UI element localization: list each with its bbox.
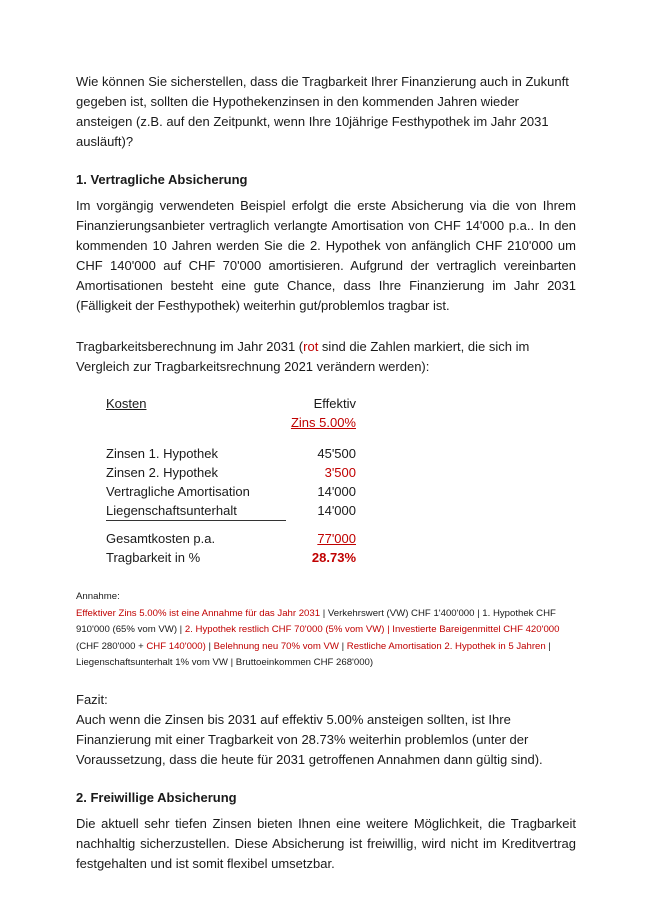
row-label: Liegenschaftsunterhalt (106, 501, 286, 521)
annahme-part: Restliche Amortisation 2. Hypothek in 5 Jahren (346, 640, 546, 652)
section1-heading: 1. Vertragliche Absicherung (76, 172, 248, 187)
tragbarkeit-intro (76, 337, 576, 377)
table-header-row (106, 394, 356, 413)
annahme-part: CHF 140'000) (146, 640, 206, 652)
tragbarkeit-intro-after: sind die Zahlen markiert, die sich im Vergleich zur Tragbarkeitsrechnung 2021 verändern werden): (76, 339, 530, 374)
annahme-part: | Liegenschaftsunterhalt 1% vom VW | Bruttoeinkommen CHF 268'000) (76, 640, 551, 668)
col-costs-header: Kosten (106, 396, 147, 411)
table-row (106, 463, 356, 482)
fazit-heading: Fazit: (76, 691, 108, 707)
row-value: 3'500 (324, 465, 356, 480)
total-row (106, 529, 356, 548)
row-value: 45'500 (317, 446, 356, 461)
table-row (106, 444, 356, 463)
section2-heading: 2. Freiwillige Absicherung (76, 789, 237, 805)
row-label: Zinsen 1. Hypothek (106, 446, 219, 461)
annahme-text (76, 606, 576, 672)
document-page (76, 72, 576, 874)
row-label: Zinsen 2. Hypothek (106, 465, 219, 480)
col-zins-header: Zins 5.00% (290, 415, 356, 430)
annahme-part: 2. Hypothek restlich CHF 70'000 (5% vom VW) | Investierte Bareigenmittel CHF 420'000 (184, 624, 560, 635)
tragbarkeit-label: Tragbarkeit in % (106, 550, 201, 565)
annahme-part: | Verkehrswert (VW) CHF 1'400'000 | 1. Hypothek CHF 910'000 (65% vom VW) | (76, 607, 556, 635)
annahme-part: | (205, 640, 214, 652)
tragbarkeit-intro-before: Tragbarkeitsberechnung im Jahr 2031 ( (76, 339, 304, 354)
tragbarkeit-row (106, 548, 356, 567)
annahme-note (76, 589, 576, 672)
row-value: 14'000 (317, 484, 356, 499)
fazit-body: Auch wenn die Zinsen bis 2031 auf effektiv 5.00% ansteigen sollten, ist Ihre Finanzierung mit einer Tragbarkeit von 28.73% weiterhin problemlos (unter der Voraussetzung, dass die heute für 2031 getroffenen Annahmen dann gültig sind). (76, 711, 543, 767)
annahme-heading: Annahme: (76, 591, 120, 602)
section1-body: Im vorgängig verwendeten Beispiel erfolgt die erste Absicherung via die von Ihrem Finanzierungsanbieter vertraglich verlangte Amortisation von CHF 14'000 p.a.. In den kommenden 10 Jahren werden Sie die 2. Hypothek von anfänglich CHF 210'000 um CHF 140'000 auf CHF 70'000 amortisieren. Aufgrund der vertraglich vereinbarten Amortisationen besteht eine gute Chance, dass Ihre Finanzierung im Jahr 2031 (Fälligkeit der Festhypothek) weiterhin gut/problemlos tragbar ist. (76, 198, 576, 313)
col-effektiv-header: Effektiv (313, 396, 356, 411)
table-subheader-row (106, 413, 356, 432)
tragbarkeit-value: 28.73% (311, 550, 356, 565)
tragbarkeit-table (106, 394, 356, 567)
total-label: Gesamtkosten p.a. (106, 531, 216, 546)
annahme-part: | (338, 640, 347, 652)
row-label: Vertragliche Amortisation (106, 484, 250, 499)
annahme-part: Belehnung neu 70% vom VW (213, 640, 339, 652)
table-row (106, 482, 356, 501)
annahme-part: (CHF 280'000 + (76, 640, 147, 652)
row-value: 14'000 (317, 503, 356, 519)
section2-body: Die aktuell sehr tiefen Zinsen bieten Ihnen eine weitere Möglichkeit, die Tragbarkeit nachhaltig sicherzustellen. Diese Absicherung ist freiwillig, wird nicht im Kreditvertrag festgehalten und ist somit flexibel umsetzbar. (76, 815, 576, 871)
tragbarkeit-intro-red-word: rot (303, 339, 319, 354)
intro-paragraph: Wie können Sie sicherstellen, dass die Tragbarkeit Ihrer Finanzierung auch in Zukunft gegeben ist, sollten die Hypothekenzinsen in den kommenden Jahren wieder ansteigen (z.B. auf den Zeitpunkt, wenn Ihre 10jährige Festhypothek im Jahr 2031 ausläuft)? (76, 74, 569, 149)
table-row (106, 501, 356, 521)
total-value: 77'000 (317, 531, 356, 546)
annahme-part: Effektiver Zins 5.00% ist eine Annahme für das Jahr 2031 (76, 607, 321, 619)
